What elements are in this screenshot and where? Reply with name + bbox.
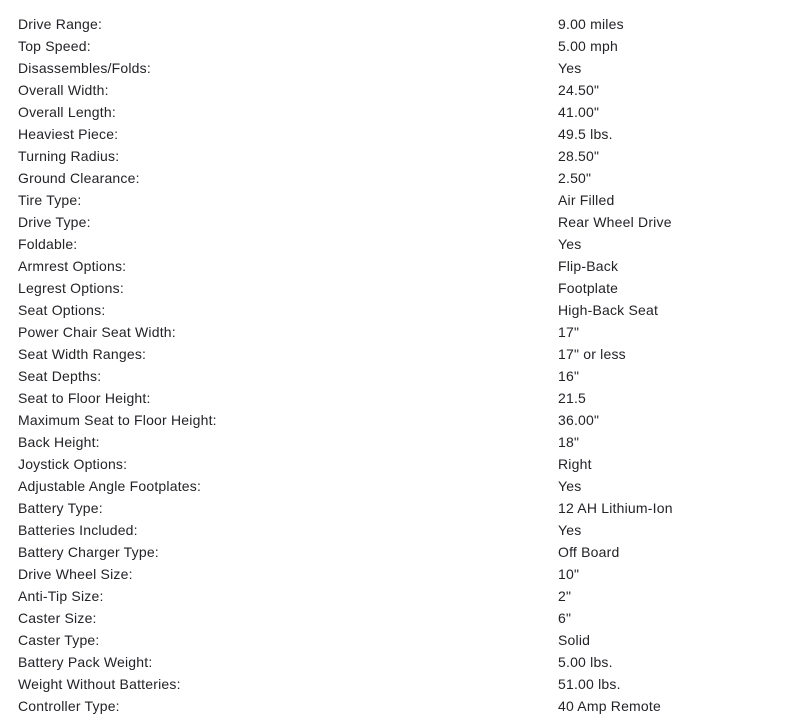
spec-label: Back Height: [18,434,100,450]
spec-row [0,145,790,167]
spec-value: 24.50" [558,82,600,98]
spec-value: 2" [558,588,572,604]
spec-row [0,277,790,299]
spec-label: Ground Clearance: [18,170,140,186]
spec-value: 21.5 [558,390,587,406]
spec-row [0,629,790,651]
spec-label: Tire Type: [18,192,82,208]
spec-label: Battery Type: [18,500,103,516]
spec-row [0,409,790,431]
spec-label: Overall Length: [18,104,116,120]
spec-row [0,453,790,475]
spec-value: 49.5 lbs. [558,126,613,142]
spec-value: Rear Wheel Drive [558,214,672,230]
spec-row [0,233,790,255]
spec-value: 16" [558,368,580,384]
spec-label: Top Speed: [18,38,91,54]
spec-label: Disassembles/Folds: [18,60,151,76]
spec-row [0,651,790,673]
spec-label: Heaviest Piece: [18,126,119,142]
spec-value: Yes [558,236,582,252]
spec-label: Adjustable Angle Footplates: [18,478,202,494]
spec-row [0,79,790,101]
spec-value: 18" [558,434,580,450]
spec-row [0,57,790,79]
spec-row [0,13,790,35]
spec-value: Footplate [558,280,619,296]
spec-label: Seat Depths: [18,368,102,384]
spec-row [0,519,790,541]
spec-label: Joystick Options: [18,456,128,472]
spec-value: 28.50" [558,148,600,164]
spec-row [0,189,790,211]
spec-row [0,365,790,387]
spec-row [0,299,790,321]
spec-value: 17" [558,324,580,340]
spec-value: 5.00 lbs. [558,654,613,670]
spec-row [0,607,790,629]
spec-label: Maximum Seat to Floor Height: [18,412,217,428]
spec-label: Drive Wheel Size: [18,566,133,582]
spec-row [0,541,790,563]
spec-label: Foldable: [18,236,78,252]
spec-value: Air Filled [558,192,615,208]
spec-row [0,673,790,695]
spec-value: 10" [558,566,580,582]
spec-label: Seat Width Ranges: [18,346,147,362]
spec-label: Controller Type: [18,698,120,714]
spec-value: 2.50" [558,170,592,186]
spec-value: 12 AH Lithium-Ion [558,500,673,516]
spec-row [0,211,790,233]
spec-value: 5.00 mph [558,38,618,54]
spec-value: 41.00" [558,104,600,120]
spec-value: Solid [558,632,591,648]
spec-label: Battery Pack Weight: [18,654,153,670]
spec-row [0,695,790,717]
spec-value: 9.00 miles [558,16,624,32]
spec-label: Weight Without Batteries: [18,676,181,692]
spec-value: 36.00" [558,412,600,428]
spec-row [0,431,790,453]
spec-row [0,497,790,519]
spec-row [0,123,790,145]
spec-value: 51.00 lbs. [558,676,621,692]
spec-value: Flip-Back [558,258,619,274]
spec-label: Overall Width: [18,82,109,98]
spec-row [0,563,790,585]
spec-value: Off Board [558,544,620,560]
spec-label: Seat Options: [18,302,106,318]
spec-row [0,101,790,123]
spec-row [0,167,790,189]
spec-label: Drive Range: [18,16,103,32]
spec-label: Seat to Floor Height: [18,390,151,406]
spec-value: 40 Amp Remote [558,698,661,714]
spec-label: Battery Charger Type: [18,544,159,560]
spec-value: 17" or less [558,346,626,362]
spec-row [0,585,790,607]
spec-value: Yes [558,478,582,494]
spec-value: Yes [558,60,582,76]
spec-value: High-Back Seat [558,302,659,318]
spec-label: Anti-Tip Size: [18,588,104,604]
spec-label: Caster Type: [18,632,100,648]
spec-row [0,387,790,409]
spec-row [0,321,790,343]
spec-label: Turning Radius: [18,148,120,164]
spec-row [0,35,790,57]
spec-label: Power Chair Seat Width: [18,324,176,340]
spec-value: 6" [558,610,572,626]
spec-value: Yes [558,522,582,538]
spec-row [0,343,790,365]
spec-row [0,255,790,277]
spec-label: Batteries Included: [18,522,138,538]
spec-value: Right [558,456,592,472]
spec-label: Armrest Options: [18,258,127,274]
spec-label: Caster Size: [18,610,97,626]
spec-label: Drive Type: [18,214,91,230]
spec-label: Legrest Options: [18,280,124,296]
spec-row [0,475,790,497]
